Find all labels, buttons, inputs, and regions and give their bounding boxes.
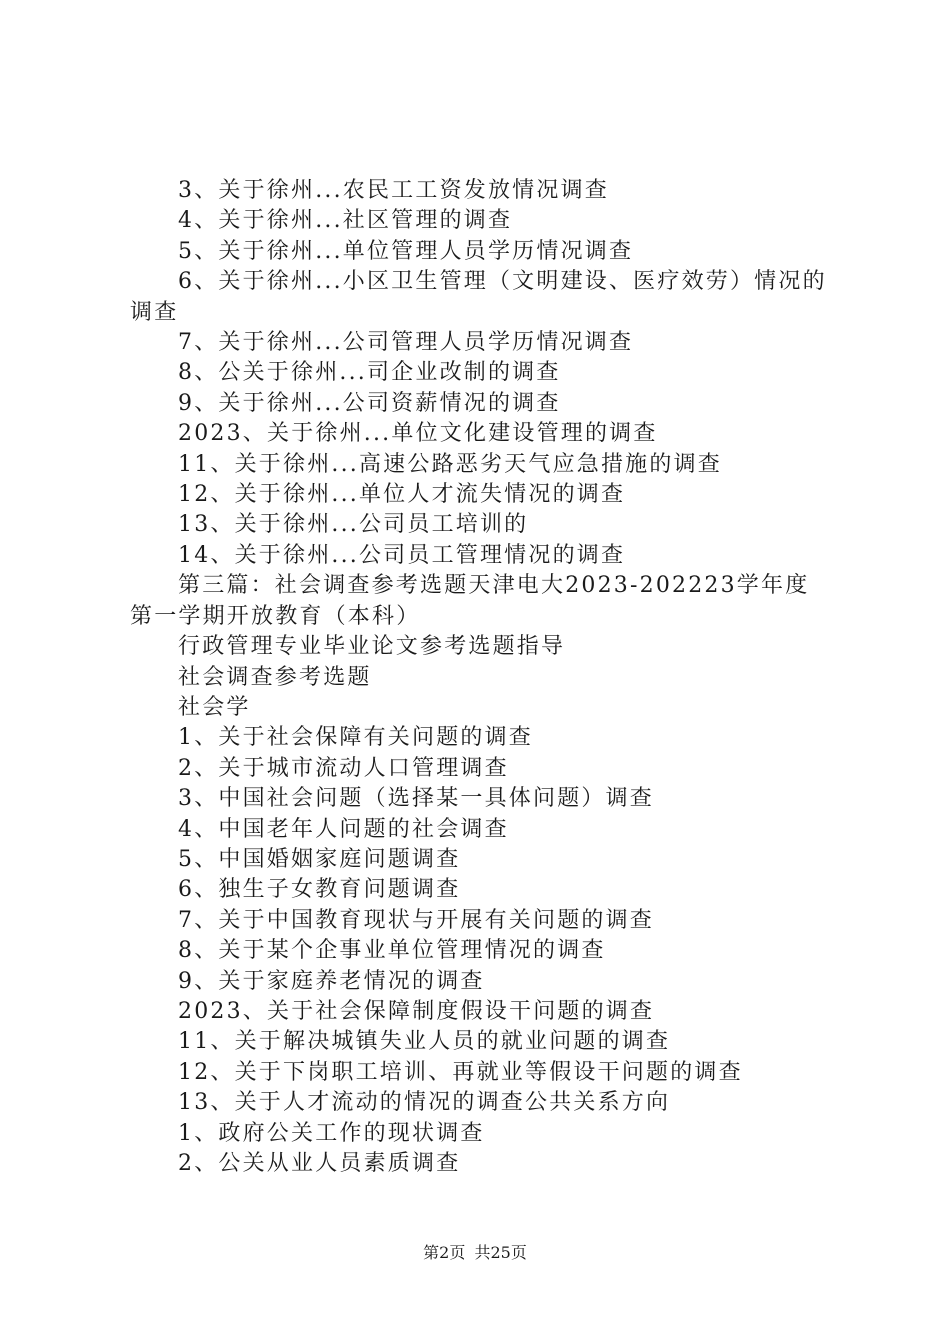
page-number: 第2页 — [423, 1243, 466, 1262]
paragraph: 2023、关于徐州...单位文化建设管理的调查 — [178, 421, 658, 447]
paragraph: 行政管理专业毕业论文参考选题指导 — [178, 634, 566, 660]
paragraph: 14、关于徐州...公司员工管理情况的调查 — [178, 542, 626, 568]
paragraph: 社会学 — [178, 694, 251, 720]
paragraph: 8、公关于徐州...司企业改制的调查 — [178, 360, 561, 386]
document-body — [130, 176, 830, 1179]
paragraph: 7、关于徐州...公司管理人员学历情况调查 — [178, 330, 634, 356]
paragraph: 2、关于城市流动人口管理调查 — [178, 755, 509, 781]
paragraph: 1、政府公关工作的现状调查 — [178, 1120, 485, 1146]
paragraph: 13、关于人才流动的情况的调查公共关系方向 — [178, 1090, 671, 1116]
paragraph: 2、公关从业人员素质调查 — [178, 1151, 461, 1176]
section-heading: 第三篇：社会调查参考选题天津电大2023-202223学年度第一学期开放教育（本科） — [130, 573, 810, 629]
paragraph: 1、关于社会保障有关问题的调查 — [178, 725, 533, 751]
paragraph: 4、中国老年人问题的社会调查 — [178, 816, 509, 842]
paragraph: 12、关于下岗职工培训、再就业等假设干问题的调查 — [178, 1059, 743, 1085]
paragraph: 3、关于徐州...农民工工资发放情况调查 — [178, 178, 609, 203]
paragraph: 社会调查参考选题 — [178, 664, 372, 690]
paragraph: 4、关于徐州...社区管理的调查 — [178, 208, 513, 234]
paragraph: 5、中国婚姻家庭问题调查 — [178, 846, 461, 872]
paragraph: 9、关于徐州...公司资薪情况的调查 — [178, 390, 561, 416]
page-total: 共25页 — [474, 1243, 527, 1262]
paragraph: 3、中国社会问题（选择某一具体问题）调查 — [178, 786, 654, 812]
paragraph: 11、关于解决城镇失业人员的就业问题的调查 — [178, 1029, 671, 1055]
paragraph: 7、关于中国教育现状与开展有关问题的调查 — [178, 907, 654, 933]
paragraph: 6、独生子女教育问题调查 — [178, 877, 461, 903]
paragraph: 2023、关于社会保障制度假设干问题的调查 — [178, 998, 655, 1024]
paragraph: 12、关于徐州...单位人才流失情况的调查 — [178, 482, 626, 508]
paragraph: 8、关于某个企事业单位管理情况的调查 — [178, 938, 606, 964]
paragraph: 11、关于徐州...高速公路恶劣天气应急措施的调查 — [178, 451, 722, 477]
page-footer — [0, 1242, 950, 1264]
paragraph: 9、关于家庭养老情况的调查 — [178, 968, 485, 994]
paragraph: 13、关于徐州...公司员工培训的 — [178, 512, 529, 538]
paragraph: 5、关于徐州...单位管理人员学历情况调查 — [178, 238, 634, 264]
paragraph: 6、关于徐州...小区卫生管理（文明建设、医疗效劳）情况的调查 — [130, 269, 827, 325]
